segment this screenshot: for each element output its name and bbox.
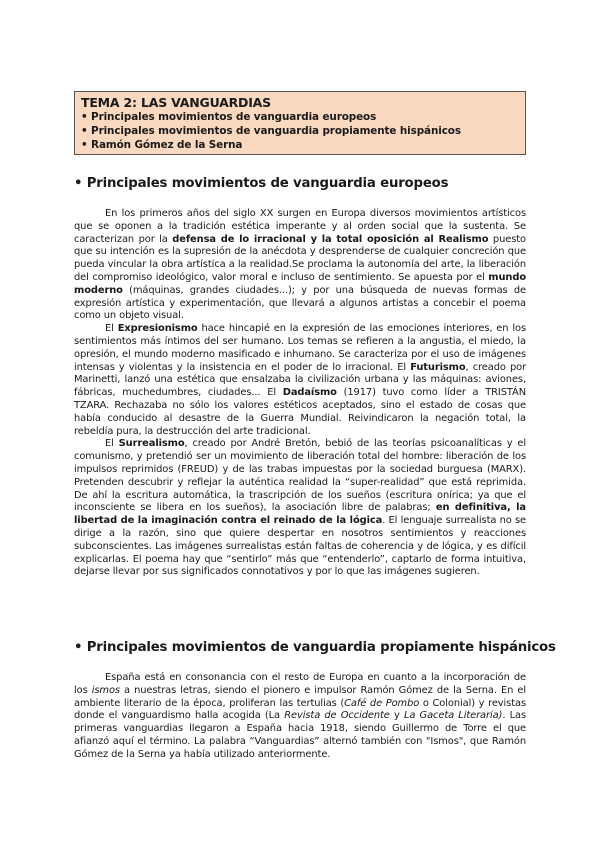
topic-box (74, 91, 526, 155)
paragraph-surrealismo: El Surrealismo, creado por André Bretón, bebió de las teorías psicoanalíticas y el comunismo, y pretendió ser un movimiento de liberación total del hombre: liberación de los impulsos reprimidos (FREUD) y de las trabas impuestas por la sociedad burguesa (MARX). Pretenden descubrir y reflejar la auténtica realidad la “super-realidad” que está reprimida. De ahí la escritura automática, la trascripción de los sueños (escritura onírica; ya que el inconsciente se libera en los sueños), la asociación libre de palabras; en definitiva, la libertad de la imaginación contra el reinado de la lógica. El lenguaje surrealista no se dirige a la razón, sino que quiere despertar en nosotros sentimientos y reacciones subconscientes. Las imágenes surrealistas están faltas de coherencia y de lógica, y es difícil explicarlas. El poema hay que “sentirlo” más que “entenderlo”, captarlo de forma intuitiva, dejarse llevar por sus significados connotativos y por lo que las imágenes sugieren. (74, 438, 527, 578)
paragraph-expresionismo: El Expresionismo hace hincapié en la expresión de las emociones interiores, en los sentimientos más íntimos del ser humano. Los temas se refieren a la angustia, el miedo, la opresión, el mundo moderno masificado e inhumano. Se caracteriza por el uso de imágenes intensas y violentas y la insistencia en el poder de lo irracional. El Futurismo, creado por Marinetti, lanzó una estética que ensalzaba la civilización urbana y las máquinas: aviones, fábricas, muchedumbres, ciudades... El Dadaísmo (1917) tuvo como líder a TRISTÁN TZARA. Rechazaba no sólo los valores estéticos aceptados, sino el estado de cosas que había conducido al desastre de la Guerra Mundial. Reivindicaron la negación total, la rebeldía pura, la destrucción del arte tradicional. (74, 323, 527, 437)
section-body-hispanic (74, 672, 526, 762)
paragraph-intro: En los primeros años del siglo XX surgen en Europa diversos movimientos artísticos que se oponen a la tradición estética imperante y al orden social que la sustenta. Se caracterizan por la defensa de lo irracional y la total oposición al Realismo puesto que su intención es la supresión de la anécdota y desprenderse de cualquier concreción que pueda vincular la obra artística a la realidad.Se proclama la autonomía del arte, la liberación del compromiso ideológico, valor moral e incluso de sentimiento. Se apuesta por el mundo moderno (máquinas, grandes ciudades...); y por una búsqueda de nuevas formas de expresión artística y experimentación, que llevará a algunos artistas a concebir el poema como un objeto visual. (74, 208, 526, 322)
section-body-european (74, 208, 526, 579)
section-heading-hispanic: • Principales movimientos de vanguardia propiamente hispánicos (74, 640, 556, 655)
topic-item: • Principales movimientos de vanguardia europeos (81, 111, 377, 123)
topic-item: • Principales movimientos de vanguardia propiamente hispánicos (81, 125, 461, 137)
section-heading-european: • Principales movimientos de vanguardia europeos (74, 176, 449, 191)
topic-title: TEMA 2: LAS VANGUARDIAS (81, 95, 271, 110)
topic-item: • Ramón Gómez de la Serna (81, 139, 243, 151)
paragraph-hispanic: España está en consonancia con el resto de Europa en cuanto a la incorporación de los ismos a nuestras letras, siendo el pionero e impulsor Ramón Gómez de la Serna. En el ambiente literario de la época, proliferan las tertulias (Café de Pombo o Colonial) y revistas donde el vanguardismo halla acogida (La Revista de Occidente y La Gaceta Literaria). Las primeras vanguardias llegaron a España hacia 1918, siendo Guillermo de Torre el que afianzó aquí el término. La palabra “Vanguardias” alternó también con "Ismos", que Ramón Gómez de la Serna ya había utilizado anteriormente. (74, 672, 526, 760)
